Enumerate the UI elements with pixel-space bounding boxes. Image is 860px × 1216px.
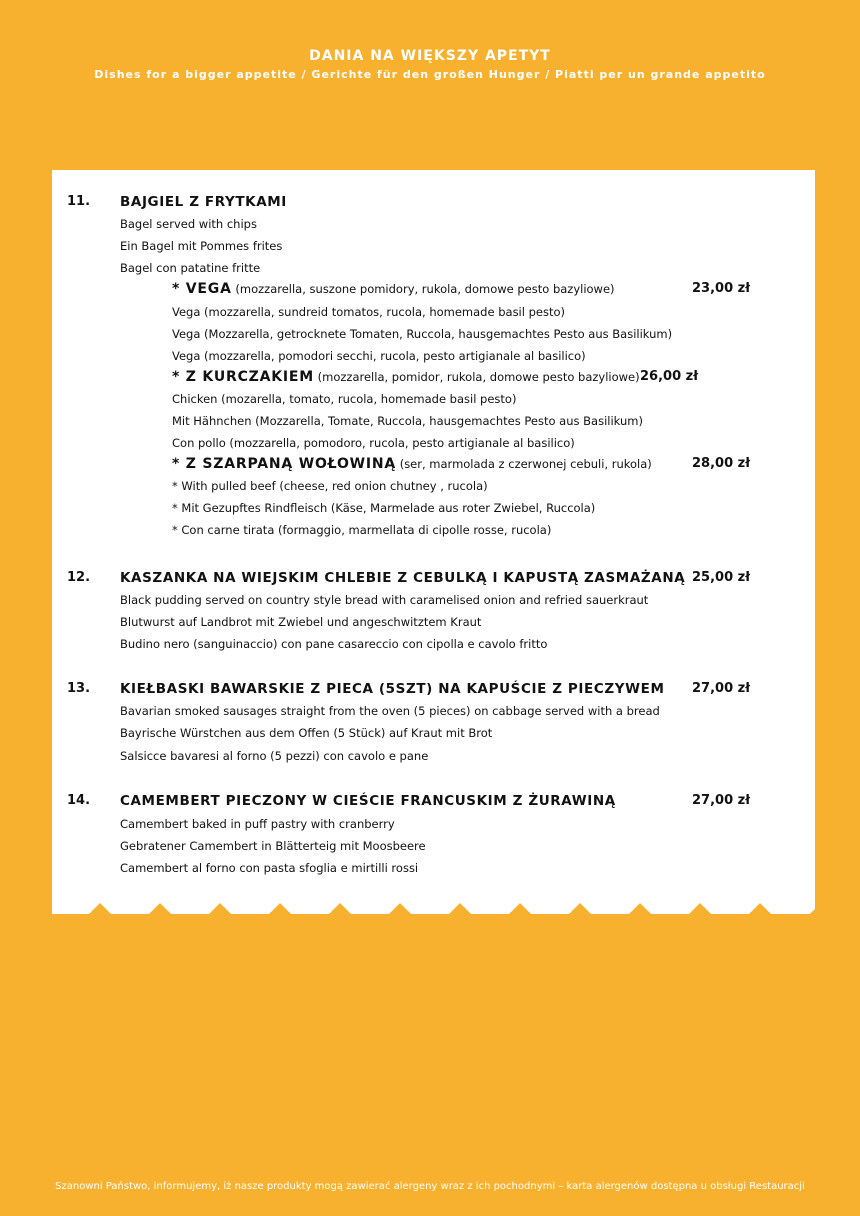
menu-card <box>52 170 815 914</box>
item-description: Bagel served with chips <box>120 217 257 231</box>
item-description: Bayrische Würstchen aus dem Offen (5 Stück) auf Kraut mit Brot <box>120 726 493 740</box>
variant-line: Chicken (mozarella, tomato, rucola, homemade basil pesto) <box>172 392 517 406</box>
item-number: 11. <box>67 194 91 209</box>
variant-line: * With pulled beef (cheese, red onion chutney , rucola) <box>172 479 488 493</box>
item-number: 13. <box>67 681 91 696</box>
item-price: 25,00 zł <box>692 570 751 585</box>
item-name: BAJGIEL Z FRYTKAMI <box>120 194 287 210</box>
variant-name: * Z KURCZAKIEM <box>172 369 314 385</box>
variant-line: Mit Hähnchen (Mozzarella, Tomate, Ruccola, hausgemachtes Pesto aus Basilikum) <box>172 414 643 428</box>
variant-line: Con pollo (mozzarella, pomodoro, rucola, pesto artigianale al basilico) <box>172 436 575 450</box>
item-description: Blutwurst auf Landbrot mit Zwiebel und angeschwitztem Kraut <box>120 615 482 629</box>
item-description: Budino nero (sanguinaccio) con pane casareccio con cipolla e cavolo fritto <box>120 637 548 651</box>
variant-name: * Z SZARPANĄ WOŁOWINĄ <box>172 456 397 472</box>
variant-price: 26,00 zł <box>640 369 699 384</box>
item-description: Bavarian smoked sausages straight from the oven (5 pieces) on cabbage served with a bread <box>120 704 660 718</box>
menu-section-subtitle: Dishes for a bigger appetite / Gerichte für den großen Hunger / Piatti per un grande appetito <box>94 68 766 81</box>
item-description: Gebratener Camembert in Blätterteig mit Moosbeere <box>120 839 426 853</box>
menu-section-title: DANIA NA WIĘKSZY APETYT <box>309 48 551 64</box>
item-name: KIEŁBASKI BAWARSKIE Z PIECA (5SZT) NA KAPUŚCIE Z PIECZYWEM <box>120 681 665 697</box>
item-description: Bagel con patatine fritte <box>120 261 261 275</box>
allergen-notice: Szanowni Państwo, informujemy, iż nasze produkty mogą zawierać alergeny wraz z ich pochodnymi – karta alergenów dostępna u obsługi Restauracji <box>55 1181 805 1192</box>
item-description: Camembert baked in puff pastry with cranberry <box>120 817 395 831</box>
variant-line: * Con carne tirata (formaggio, marmellata di cipolle rosse, rucola) <box>172 523 552 537</box>
menu-header <box>0 48 860 81</box>
item-number: 14. <box>67 793 91 808</box>
item-description: Black pudding served on country style bread with caramelised onion and refried sauerkraut <box>120 593 649 607</box>
item-description: Camembert al forno con pasta sfoglia e mirtilli rossi <box>120 861 419 875</box>
variant-line: Vega (mozzarella, sundreid tomatos, rucola, homemade basil pesto) <box>172 305 565 319</box>
item-number: 12. <box>67 570 91 585</box>
variant-desc: (mozzarella, pomidor, rukola, domowe pesto bazyliowe) <box>317 370 640 384</box>
item-name: KASZANKA NA WIEJSKIM CHLEBIE Z CEBULKĄ I KAPUSTĄ ZASMAŻANĄ <box>120 570 686 586</box>
item-description: Salsicce bavaresi al forno (5 pezzi) con cavolo e pane <box>120 749 429 763</box>
variant-desc: (ser, marmolada z czerwonej cebuli, rukola) <box>399 457 652 471</box>
variant-line: Vega (Mozzarella, getrocknete Tomaten, Ruccola, hausgemachtes Pesto aus Basilikum) <box>172 327 673 341</box>
zigzag-edge <box>52 903 815 927</box>
variant-desc: (mozzarella, suszone pomidory, rukola, domowe pesto bazyliowe) <box>235 282 615 296</box>
variant-line: * Mit Gezupftes Rindfleisch (Käse, Marmelade aus roter Zwiebel, Ruccola) <box>172 501 596 515</box>
item-name: CAMEMBERT PIECZONY W CIEŚCIE FRANCUSKIM Z ŻURAWINĄ <box>120 793 616 809</box>
variant-line: Vega (mozzarella, pomodori secchi, rucola, pesto artigianale al basilico) <box>172 349 586 363</box>
variant-price: 28,00 zł <box>692 456 751 471</box>
variant-name: * VEGA <box>172 281 232 297</box>
item-price: 27,00 zł <box>692 681 751 696</box>
item-description: Ein Bagel mit Pommes frites <box>120 239 283 253</box>
item-price: 27,00 zł <box>692 793 751 808</box>
variant-price: 23,00 zł <box>692 281 751 296</box>
